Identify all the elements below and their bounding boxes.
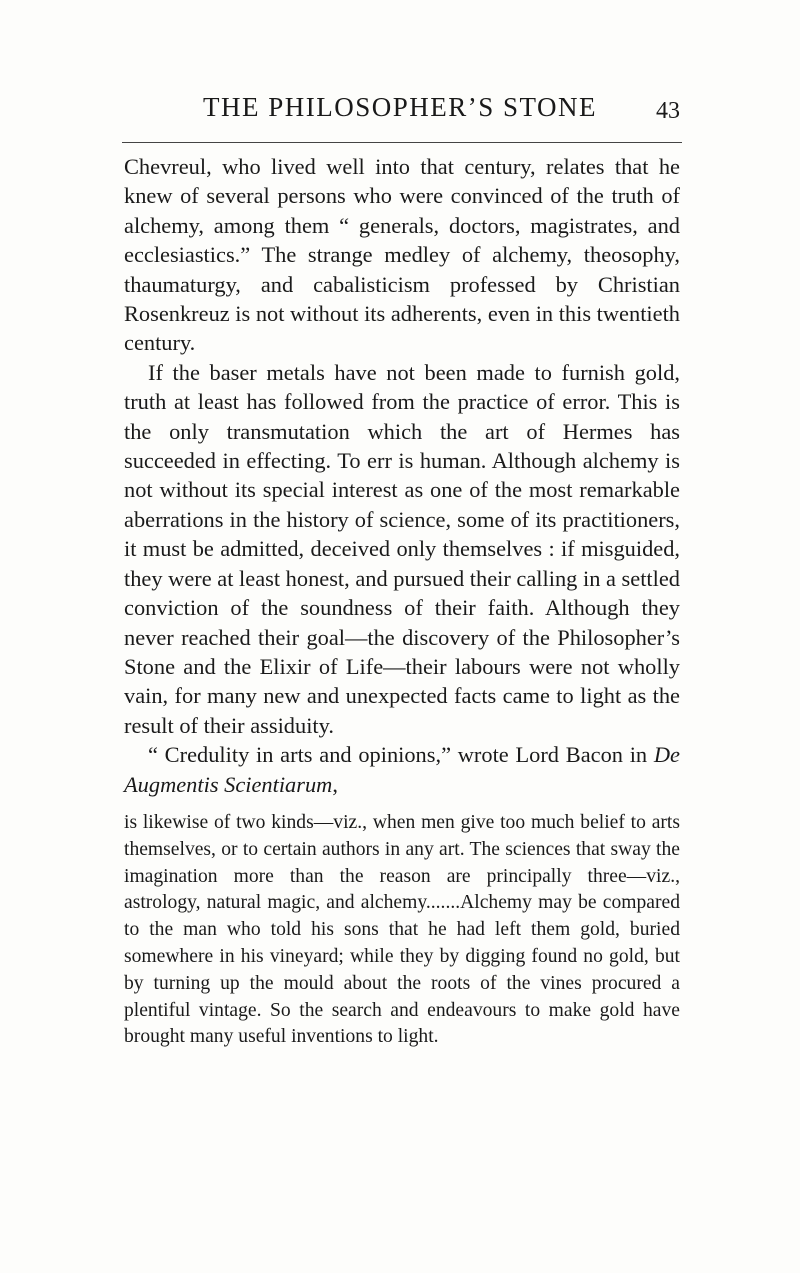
running-title: THE PHILOSOPHER’S STONE <box>202 92 598 122</box>
quotation-text: is likewise of two kinds—viz., when men give too much belief to arts themselves, or to certain authors in any art. The sciences that sway the imagination more than the reason are principally three—viz., astrology, natural magic, and alchemy.......Alchemy may be compared to the man who told his sons that he had left them gold, buried somewhere in his vineyard; while they by digging found no gold, but by turning up the mould about the roots of the vines procured a plentiful vintage. So the search and endeavours to make gold have brought many useful inventions to light. <box>124 812 680 1048</box>
bacon-intro-lead: “ Credulity in arts and opinions,” wrote Lord Bacon in <box>148 742 648 768</box>
body-text <box>124 152 680 799</box>
book-title: De Augmentis Scientiarum <box>124 742 680 797</box>
paragraph-transmutation: If the baser metals have not been made to furnish gold, truth at least has followed from the practice of error. This is the only transmutation which the art of Hermes has succeeded in effecting. To err is human. Although alchemy is not without its special interest as one of the most remarkable aberrations in the history of science, some of its practitioners, it must be admitted, deceived only themselves : if misguided, they were at least honest, and pursued their calling in a settled conviction of the soundness of their faith. Although they never reached their goal—the discovery of the Philosopher’s Stone and the Elixir of Life—their labours were not wholly vain, for many new and unexpected facts came to light as the result of their assiduity. <box>124 359 680 738</box>
paragraph-chevreul: Chevreul, who lived well into that century, relates that he knew of several persons who were convinced of the truth of alchemy, among them “ generals, doctors, magistrates, and ecclesiastics.” The strange medley of alchemy, theosophy, thaumaturgy, and cabalisticism professed by Christian Rosenkreuz is not without its adherents, even in this twentieth century. <box>124 154 680 356</box>
bacon-intro-trail: , <box>332 771 338 797</box>
paragraph-bacon-intro <box>124 740 680 799</box>
running-head <box>120 92 680 132</box>
page-number: 43 <box>656 98 680 124</box>
header-rule <box>122 142 682 143</box>
bacon-quotation <box>124 810 680 1051</box>
